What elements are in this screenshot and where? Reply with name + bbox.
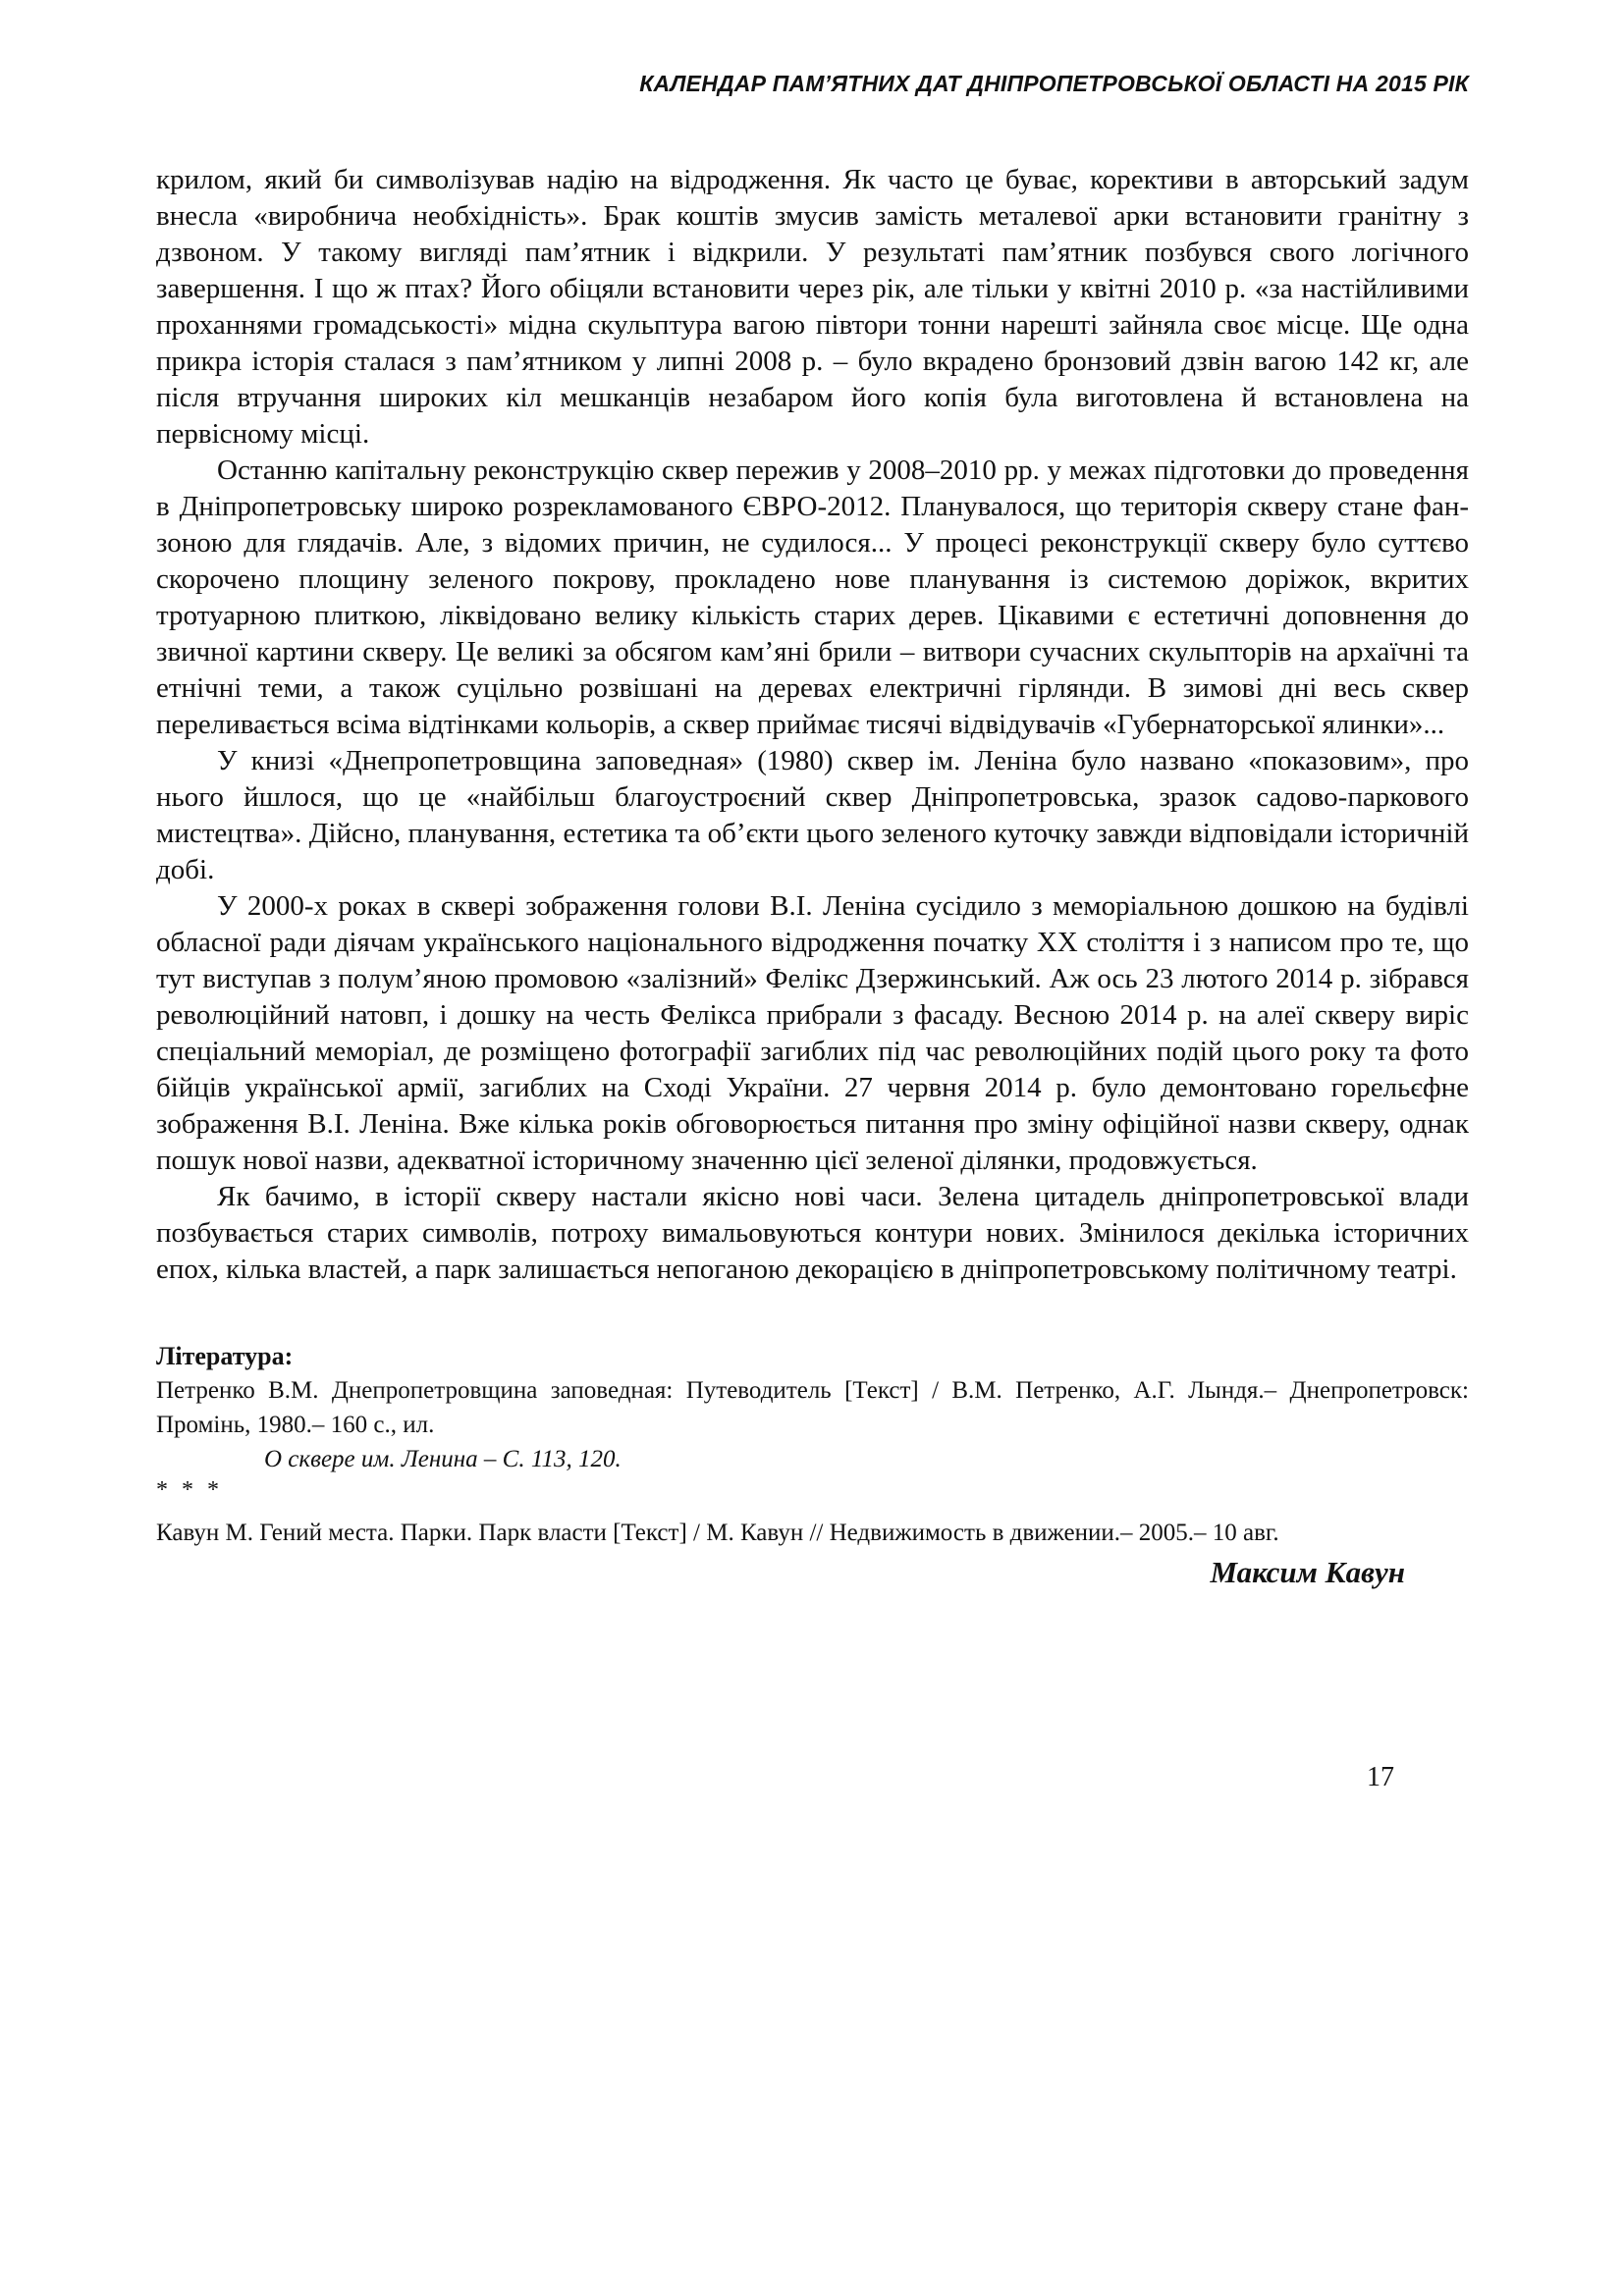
body-paragraph: Як бачимо, в історії скверу настали якісно нові часи. Зелена цитадель дніпропетровської влади позбувається старих символів, потроху вимальовуються контури нових. Змінилося декілька історичних епох, кілька властей, а парк залишається непоганою декорацією в дніпропетровському політичному театрі. [156, 1181, 1469, 1285]
body-paragraph: У книзі «Днепропетровщина заповедная» (1980) сквер ім. Леніна було названо «показовим», про нього йшлося, що це «найбільш благоустроєний сквер Дніпропетровська, зразок садово-паркового мистецтва». Дійсно, планування, естетика та об’єкти цього зеленого куточку завжди відповідали історичній добі. [156, 745, 1469, 885]
section-separator: * * * [156, 1477, 223, 1503]
author-signature: Максим Кавун [1210, 1555, 1405, 1589]
bibliography-entry: Петренко В.М. Днепропетровщина заповедная: Путеводитель [Текст] / В.М. Петренко, А.Г. Лындя.– Днепропетровск: Промінь, 1980.– 160 с., ил. [156, 1377, 1469, 1438]
body-paragraph: Останню капітальну реконструкцію сквер пережив у 2008–2010 рр. у межах підготовки до проведення в Дніпропетровську широко розрекламованого ЄВРО-2012. Планувалося, що територія скверу стане фан-зоною для глядачів. Але, з відомих причин, не судилося... У процесі реконструкції скверу було суттєво скорочено площину зеленого покрову, прокладено нове планування із системою доріжок, вкритих тротуарною плиткою, ліквідовано велику кількість старих дерев. Цікавими є естетичні доповнення до звичної картини скверу. Це великі за обсягом кам’яні брили – витвори сучасних скульпторів на архаїчні та етнічні теми, а також суцільно розвішані на деревах електричні гірлянди. В зимові дні весь сквер переливається всіма відтінками кольорів, а сквер приймає тисячі відвідувачів «Губернаторської ялинки»... [156, 454, 1469, 740]
literature-heading: Література: [156, 1342, 294, 1370]
body-paragraph: У 2000-х роках в сквері зображення голови В.І. Леніна сусідило з меморіальною дошкою на будівлі обласної ради діячам українського національного відродження початку XX століття і з написом про те, що тут виступав з полум’яною промовою «залізний» Фелікс Дзержинський. Аж ось 23 лютого 2014 р. зібрався революційний натовп, і дошку на честь Фелікса прибрали з фасаду. Весною 2014 р. на алеї скверу виріс спеціальний меморіал, де розміщено фотографії загиблих під час революційних подій цього року та фото бійців української армії, загиблих на Сході України. 27 червня 2014 р. було демонтовано горельєфне зображення В.І. Леніна. Вже кілька років обговорюється питання про зміну офіційної назви скверу, однак пошук нової назви, адекватної історичному значенню цієї зеленої ділянки, продовжується. [156, 890, 1469, 1176]
body-paragraph: крилом, який би символізував надію на відродження. Як часто це буває, корективи в авторський задум внесла «виробнича необхідність». Брак коштів змусив замість металевої арки встановити гранітну з дзвоном. У такому вигляді пам’ятник і відкрили. У результаті пам’ятник позбувся свого логічного завершення. І що ж птах? Його обіцяли встановити через рік, але тільки у квітні 2010 р. «за настійливими проханнями громадськості» мідна скульптура вагою півтори тонни нарешті зайняла своє місце. Ще одна прикра історія сталася з пам’ятником у липні 2008 р. – було вкрадено бронзовий дзвін вагою 142 кг, але після втручання широких кіл мешканців незабаром його копія була виготовлена й встановлена на первісному місці. [156, 164, 1469, 450]
page-number: 17 [1367, 1762, 1394, 1792]
running-header: КАЛЕНДАР ПАМ’ЯТНИХ ДАТ ДНІПРОПЕТРОВСЬКОЇ ОБЛАСТІ НА 2015 РІК [639, 71, 1469, 96]
bibliography-note: О сквере им. Ленина – С. 113, 120. [264, 1446, 622, 1472]
text-column [156, 162, 1469, 1591]
bibliography-entry: Кавун М. Гений места. Парки. Парк власти [Текст] / М. Кавун // Недвижимость в движении.– 2005.– 10 авг. [156, 1520, 1279, 1546]
literature-section [156, 1339, 1469, 1591]
